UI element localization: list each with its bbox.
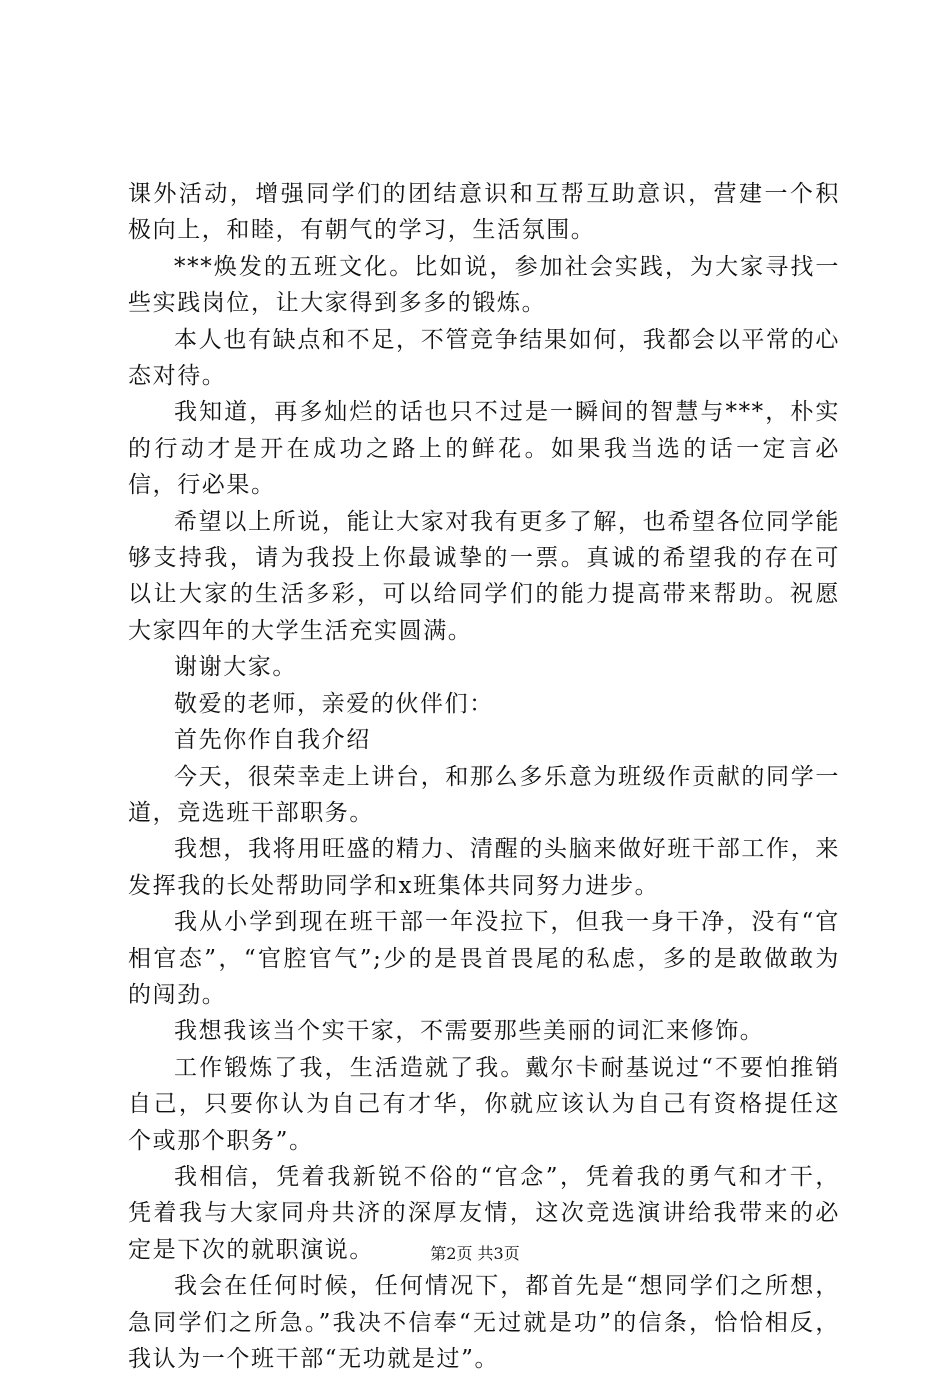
page-footer: 第2页 共3页	[430, 1244, 520, 1263]
document-body	[128, 176, 840, 1377]
paragraph: ***焕发的五班文化。比如说，参加社会实践，为大家寻找一些实践岗位，让大家得到多多的锻炼。	[128, 253, 840, 317]
paragraph: 我相信，凭着我新锐不俗的“官念”，凭着我的勇气和才干，凭着我与大家同舟共济的深厚友情，这次竞选演讲给我带来的必定是下次的就职演说。	[128, 1163, 840, 1263]
paragraph: 首先你作自我介绍	[174, 727, 371, 754]
paragraph: 课外活动，增强同学们的团结意识和互帮互助意识，营建一个积极向上，和睦，有朝气的学习，生活氛围。	[128, 181, 840, 244]
paragraph: 希望以上所说，能让大家对我有更多了解，也希望各位同学能够支持我，请为我投上你最诚挚的一票。真诚的希望我的存在可以让大家的生活多彩，可以给同学们的能力提高带来帮助。祝愿大家四年的大学生活充实圆满。	[128, 508, 840, 644]
paragraph: 我想，我将用旺盛的精力、清醒的头脑来做好班干部工作，来发挥我的长处帮助同学和x班集体共同努力进步。	[128, 836, 840, 899]
paragraph: 我会在任何时候，任何情况下，都首先是“想同学们之所想，急同学们之所急。”我决不信奉“无过就是功”的信条，恰恰相反，我认为一个班干部“无功就是过”。	[128, 1273, 840, 1372]
paragraph: 我想我该当个实干家，不需要那些美丽的词汇来修饰。	[174, 1018, 765, 1045]
paragraph: 今天，很荣幸走上讲台，和那么多乐意为班级作贡献的同学一道，竞选班干部职务。	[128, 763, 840, 826]
paragraph: 谢谢大家。	[174, 654, 297, 681]
paragraph: 本人也有缺点和不足，不管竞争结果如何，我都会以平常的心态对待。	[128, 326, 840, 390]
paragraph: 我从小学到现在班干部一年没拉下，但我一身干净，没有“官相官态”，“官腔官气”;少的是畏首畏尾的私虑，多的是敢做敢为的闯劲。	[128, 909, 840, 1008]
paragraph: 敬爱的老师，亲爱的伙伴们：	[174, 690, 494, 717]
paragraph: 工作锻炼了我，生活造就了我。戴尔卡耐基说过“不要怕推销自己，只要你认为自己有才华，你就应该认为自己有资格提任这个或那个职务”。	[128, 1054, 840, 1154]
paragraph: 我知道，再多灿烂的话也只不过是一瞬间的智慧与***，朴实的行动才是开在成功之路上的鲜花。如果我当选的话一定言必信，行必果。	[128, 399, 840, 499]
